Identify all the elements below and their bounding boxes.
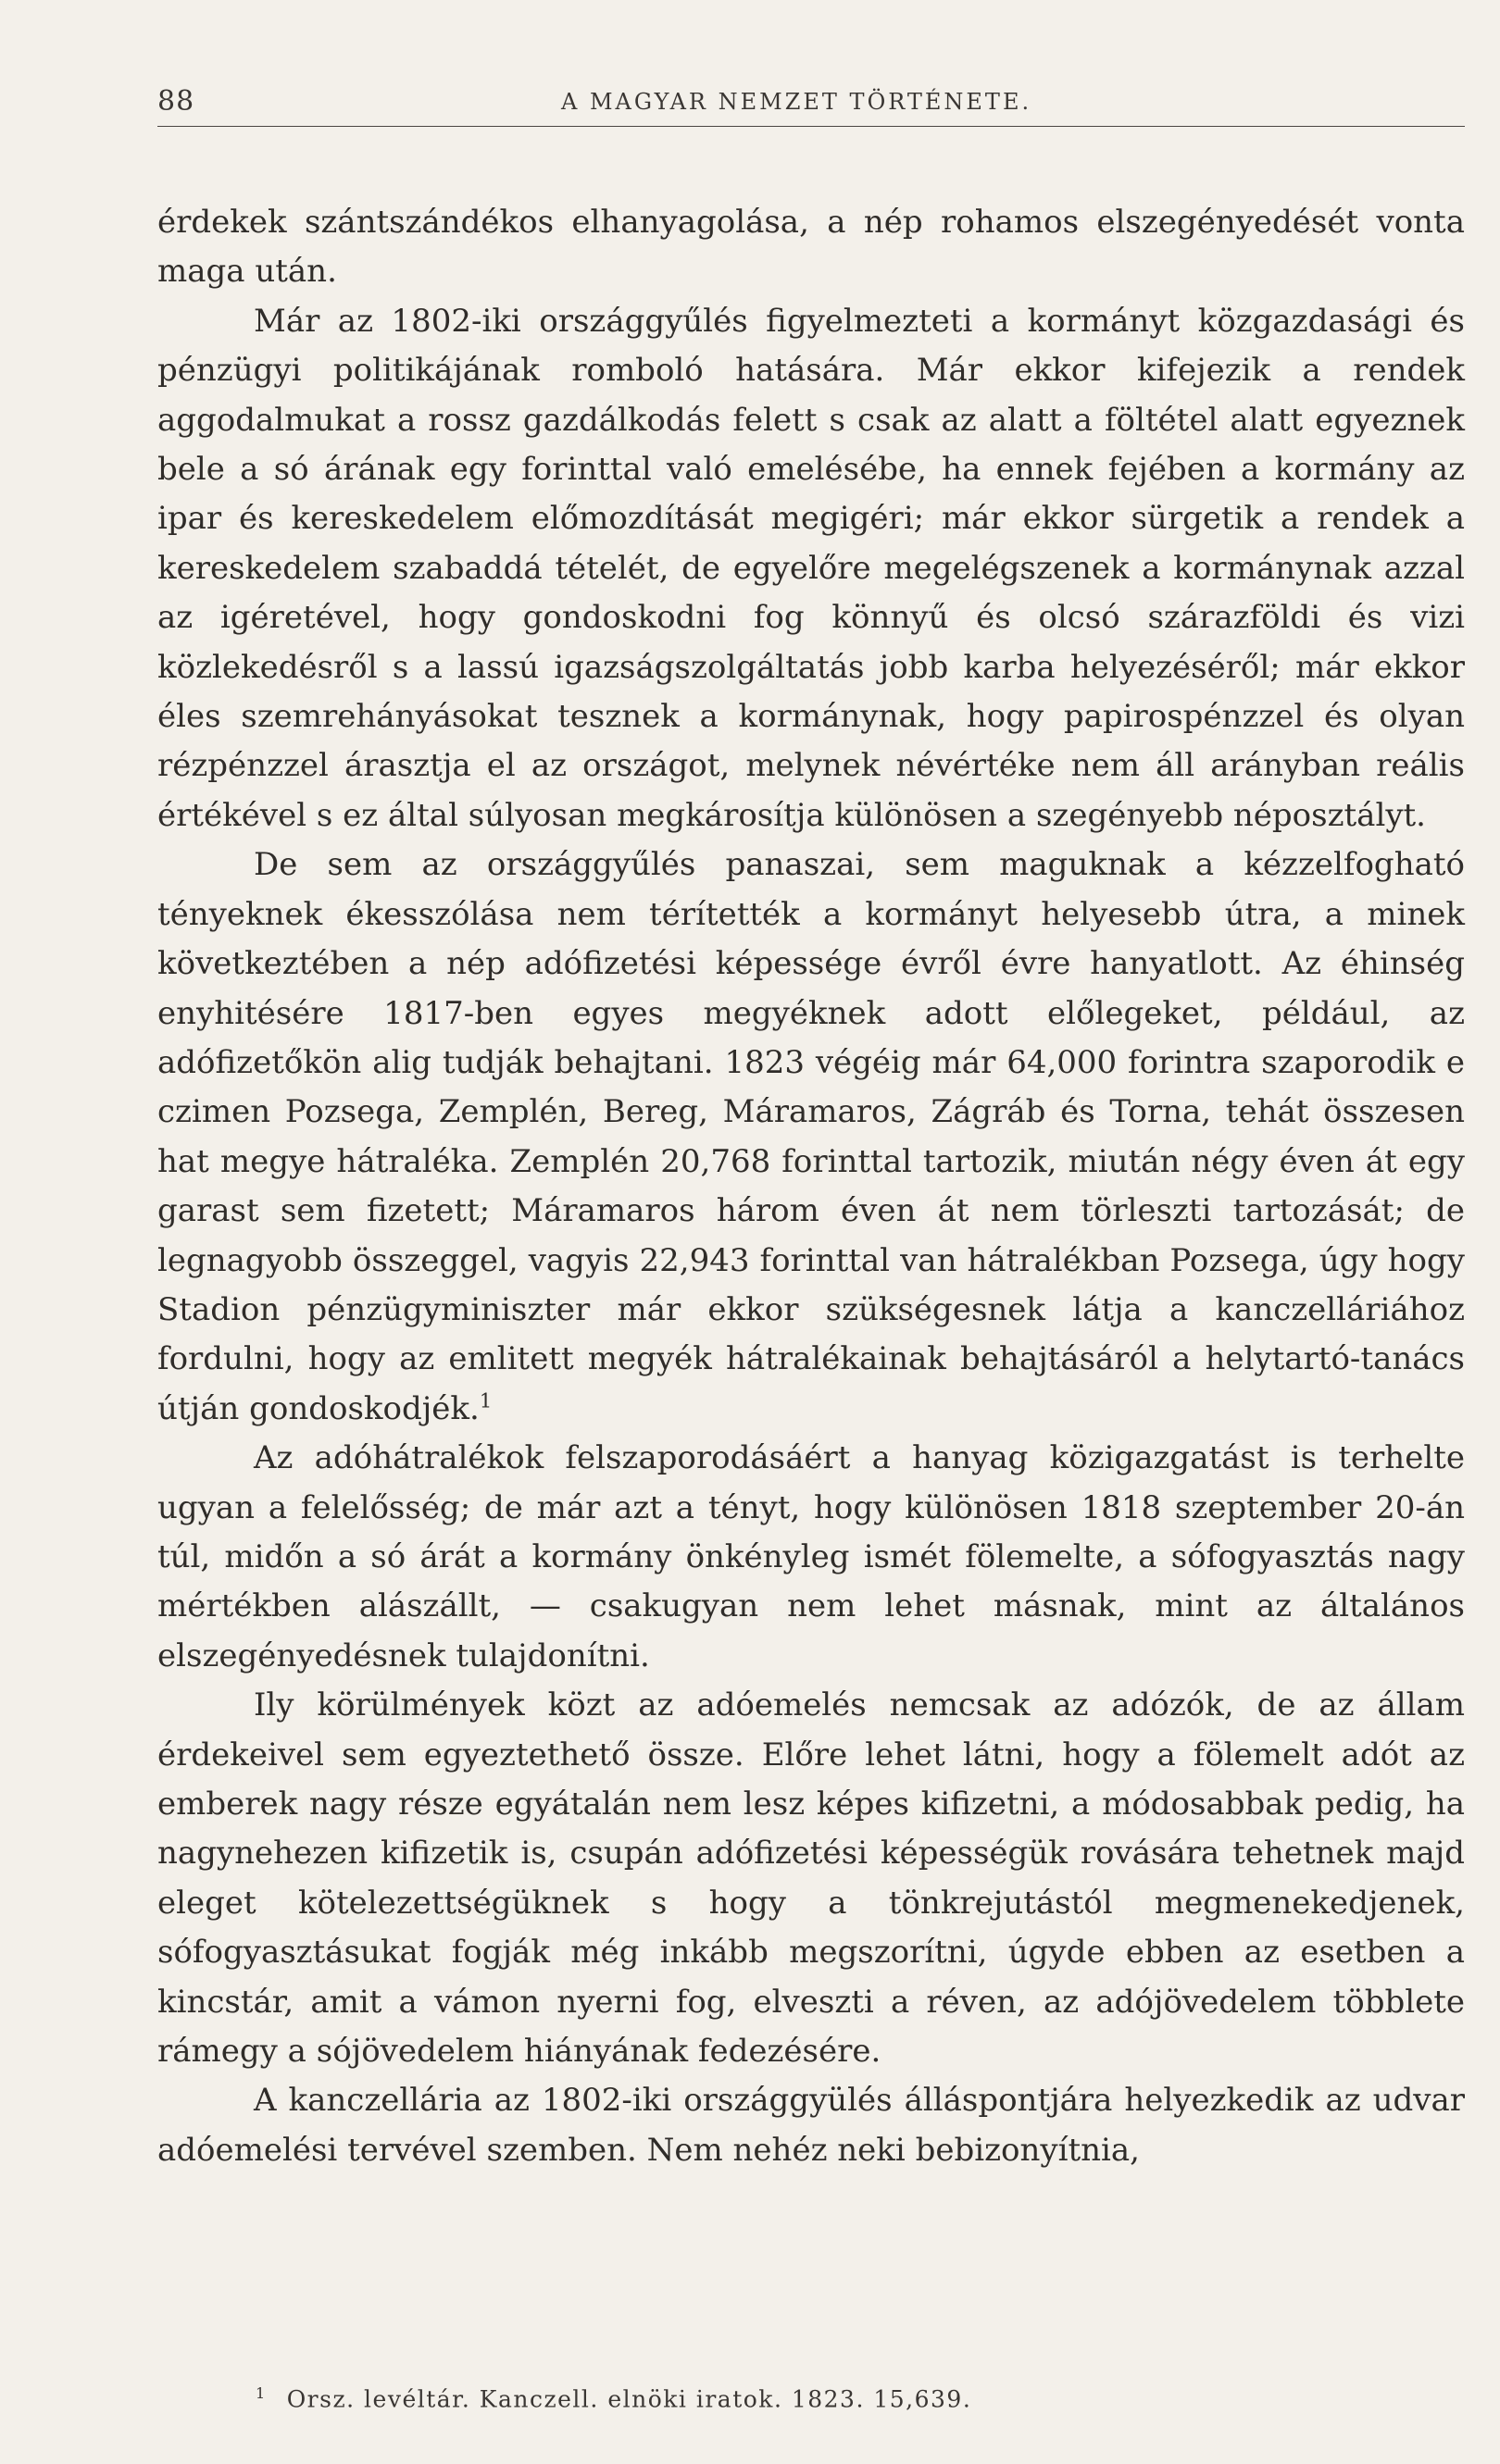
paragraph-text: De sem az országgyűlés panaszai, sem maguknak a kézzelfogható tényeknek ékesszólása nem térítették a kormányt helyesebb útra, a minek következtében a nép adófizetési képessége évről évre hanyatlott. Az éhinség enyhitésére 1817-ben egyes megyéknek adott előlegeket, például, az adófizetőkön alig tudják behajtani. 1823 végéig már 64,000 forintra szaporodik e czimen Pozsega, Zemplén, Bereg, Máramaros, Zágráb és Torna, tehát összesen hat megye hátraléka. Zemplén 20,768 forinttal tartozik, miután négy éven át egy garast sem fizetett; Máramaros három éven át nem törleszti tartozását; de legnagyobb összeggel, vagyis 22,943 forinttal van hátralékban Pozsega, úgy hogy Stadion pénzügyminiszter már ekkor szükségesnek látja a kanczelláriához fordulni, hogy az emlitett megyék hátralékainak behajtásáról a helytartó-tanács útján gondoskodjék. — [157, 846, 1465, 1427]
footnote — [256, 2384, 1459, 2412]
paragraph: Már az 1802-iki országgyűlés figyelmezteti a kormányt közgazdasági és pénzügyi politikájának romboló hatására. Már ekkor kifejezik a rendek aggodalmukat a rossz gazdálkodás felett s csak az alatt a föltétel alatt egyeznek bele a só árának egy forinttal való emelésébe, ha ennek fejében a kormány az ipar és kereskedelem előmozdítását megigéri; már ekkor sürgetik a rendek a kereskedelem szabaddá tételét, de egyelőre megelégszenek a kormánynak azzal az igéretével, hogy gondoskodni fog könnyű és olcsó szárazföldi és vizi közlekedésről s a lassú igazságszolgáltatás jobb karba helyezéséről; már ekkor éles szemrehányásokat tesznek a kormánynak, hogy papirospénzzel és olyan rézpénzzel árasztja el az országot, melynek névértéke nem áll arányban reális értékével s ez által súlyosan megkárosítja különösen a szegényebb néposztályt. — [157, 302, 1465, 834]
paragraph: Ily körülmények közt az adóemelés nemcsak az adózók, de az állam érdekeivel sem egyeztethető össze. Előre lehet látni, hogy a fölemelt adót az emberek nagy része egyátalán nem lesz képes kifizetni, a módosabbak pedig, ha nagynehezen kifizetik is, csupán adófizetési képességük rovására tehetnek majd eleget kötelezettségüknek s hogy a tönkrejutástól megmenekedjenek, sófogyasztásukat fogják még inkább megszorítni, úgyde ebben az esetben a kincstár, amit a vámon nyerni fog, elveszti a réven, az adójövedelem többlete rámegy a sójövedelem hiányának fedezésére. — [157, 1686, 1465, 2071]
running-title: A MAGYAR NEMZET TÖRTÉNETE. — [561, 89, 1032, 115]
footnote-mark: 1 — [256, 2384, 267, 2402]
page-number: 88 — [157, 85, 195, 118]
footnote-text: Orsz. levéltár. Kanczell. elnöki iratok. 1823. 15,639. — [286, 2385, 972, 2413]
paragraph — [157, 840, 1465, 1434]
paragraph: A kanczellária az 1802-iki országgyülés álláspontjára helyezkedik az udvar adóemelési tervével szemben. Nem nehéz neki bebizonyítnia, — [157, 2082, 1465, 2169]
footnote-reference: 1 — [479, 1389, 493, 1412]
body-text — [157, 198, 1465, 2175]
running-head — [157, 85, 1465, 127]
paragraph: Az adóhátralékok felszaporodásáért a hanyag közigazgatást is terhelte ugyan a felelősség; de már azt a tényt, hogy különösen 1818 szeptember 20-án túl, midőn a só árát a kormány önkényleg ismét fölemelte, a sófogyasztás nagy mértékben alászállt, — csakugyan nem lehet másnak, mint az általános elszegényedésnek tulajdonítni. — [157, 1439, 1465, 1674]
paragraph-continuation: érdekek szántszándékos elhanyagolása, a nép rohamos elszegényedését vonta maga után. — [157, 204, 1465, 291]
